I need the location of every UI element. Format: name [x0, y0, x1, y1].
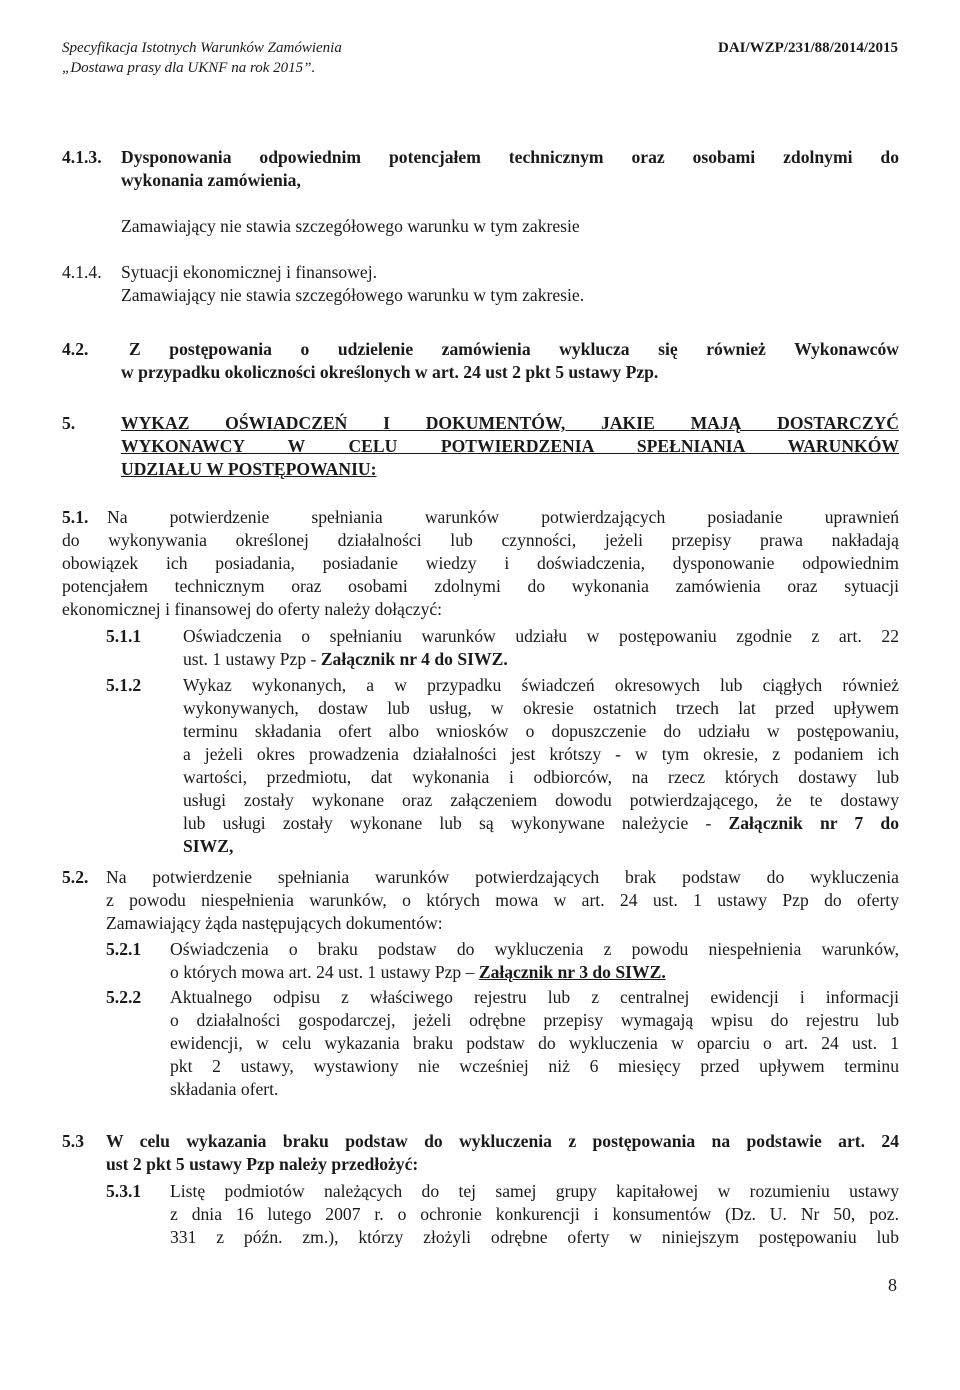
- section-5-2-text: Na potwierdzenie spełniania warunków potwierdzających brak podstaw do wykluczenia z powodu niespełnienia warunków, o których mowa w art. 24 ust. 1 ustawy Pzp do oferty Zamawiający żąda następujących dokumentów:: [106, 867, 899, 933]
- case-number: DAI/WZP/231/88/2014/2015: [717, 40, 898, 56]
- item-5-2-2-text: Aktualnego odpisu z właściwego rejestru lub z centralnej ewidencji i informacji o działalności gospodarczej, jeżeli odrębne przepisy wymagają wpisu do rejestru lub ewidencji, w celu wykazania braku podstaw do wykluczenia w oparciu o art. 24 ust. 1 pkt 2 ustawy, wystawiony nie wcześniej niż 6 miesięcy przed upływem terminu składania ofert.: [170, 987, 899, 1099]
- item-5-1-1-text: Oświadczenia o spełnianiu warunków udziału w postępowaniu zgodnie z art. 22 ust. 1 ustawy Pzp - Załącznik nr 4 do SIWZ.: [183, 626, 899, 669]
- section-5-2-number: 5.2.: [62, 867, 89, 887]
- attachment-7-ref: Załącznik nr 7 do: [728, 813, 899, 833]
- item-5-2-1-text: Oświadczenia o braku podstaw do wykluczenia z powodu niespełnienia warunków, o których mowa art. 24 ust. 1 ustawy Pzp – Załącznik nr 3 do SIWZ.: [170, 939, 899, 982]
- section-4-1-4-text: Zamawiający nie stawia szczegółowego warunku w tym zakresie.: [121, 285, 585, 305]
- document-header-left: [62, 38, 342, 78]
- page-number: 8: [888, 1275, 897, 1295]
- spec-title: Specyfikacja Istotnych Warunków Zamówienia: [62, 40, 342, 56]
- item-5-2-1-number: 5.2.1: [106, 939, 142, 959]
- item-5-1-2-text: Wykaz wykonanych, a w przypadku świadczeń okresowych lub ciągłych również wykonywanych, dostaw lub usług, w okresie ostatnich trzech lat przed upływem terminu składania ofert albo wniosków o dopuszczenie do udziału w postępowaniu, a jeżeli okres prowadzenia działalności jest krótszy - w tym okresie, z podaniem ich wartości, przedmiotu, dat wykonania i odbiorców, na rzecz których dostawy lub usługi zostały wykonane oraz załączeniem dowodu potwierdzającego, że te dostawy lub usługi zostały wykonane lub są wykonywane należycie - Załącznik nr 7 do SIWZ,: [183, 675, 899, 856]
- section-5-1-number: 5.1.: [62, 507, 89, 527]
- section-5-number: 5.: [62, 413, 76, 433]
- section-5-heading: WYKAZ OŚWIADCZEŃ I DOKUMENTÓW, JAKIE MAJĄ DOSTARCZYĆ WYKONAWCY W CELU POTWIERDZENIA SPEŁNIANIA WARUNKÓW UDZIAŁU W POSTĘPOWANIU:: [121, 413, 899, 479]
- item-5-1-1-number: 5.1.1: [106, 626, 142, 646]
- item-5-3-1-text: Listę podmiotów należących do tej samej grupy kapitałowej w rozumieniu ustawy z dnia 16 lutego 2007 r. o ochronie konkurencji i konsumentów (Dz. U. Nr 50, poz. 331 z późn. zm.), którzy złożyli odrębne oferty w niniejszym postępowaniu lub: [170, 1181, 899, 1247]
- order-subject: „Dostawa prasy dla UKNF na rok 2015”.: [62, 60, 316, 76]
- attachment-3-ref: Załącznik nr 3 do SIWZ.: [478, 962, 666, 982]
- section-5-1-text: Na potwierdzenie spełniania warunków potwierdzających posiadanie uprawnień do wykonywania określonej działalności lub czynności, jeżeli przepisy prawa nakładają obowiązek ich posiadania, posiadanie wiedzy i doświadczenia, dysponowanie odpowiednim potencjałem technicznym oraz osobami zdolnymi do wykonania zamówienia oraz sytuacji ekonomicznej i finansowej do oferty należy dołączyć:: [62, 507, 899, 619]
- section-5-3-number: 5.3: [62, 1131, 84, 1151]
- section-4-1-3-title: Dysponowania odpowiednim potencjałem technicznym oraz osobami zdolnymi do wykonania zamówienia,: [121, 147, 899, 190]
- section-4-1-4-title: Sytuacji ekonomicznej i finansowej.: [121, 262, 378, 282]
- item-5-3-1-number: 5.3.1: [106, 1181, 142, 1201]
- section-5-3-heading: W celu wykazania braku podstaw do wykluczenia z postępowania na podstawie art. 24 ust 2 pkt 5 ustawy Pzp należy przedłożyć:: [106, 1131, 899, 1174]
- section-4-1-3-number: 4.1.3.: [62, 147, 102, 167]
- item-5-2-2-number: 5.2.2: [106, 987, 142, 1007]
- item-5-1-2-number: 5.1.2: [106, 675, 142, 695]
- section-4-2-number: 4.2.: [62, 339, 89, 359]
- section-4-2-text: Z postępowania o udzielenie zamówienia wyklucza się również Wykonawców w przypadku okoliczności określonych w art. 24 ust 2 pkt 5 ustawy Pzp.: [121, 339, 899, 382]
- attachment-4-ref: Załącznik nr 4 do SIWZ.: [320, 649, 508, 669]
- section-4-1-4-number: 4.1.4.: [62, 262, 102, 282]
- section-4-1-3-text: Zamawiający nie stawia szczegółowego warunku w tym zakresie: [121, 216, 580, 236]
